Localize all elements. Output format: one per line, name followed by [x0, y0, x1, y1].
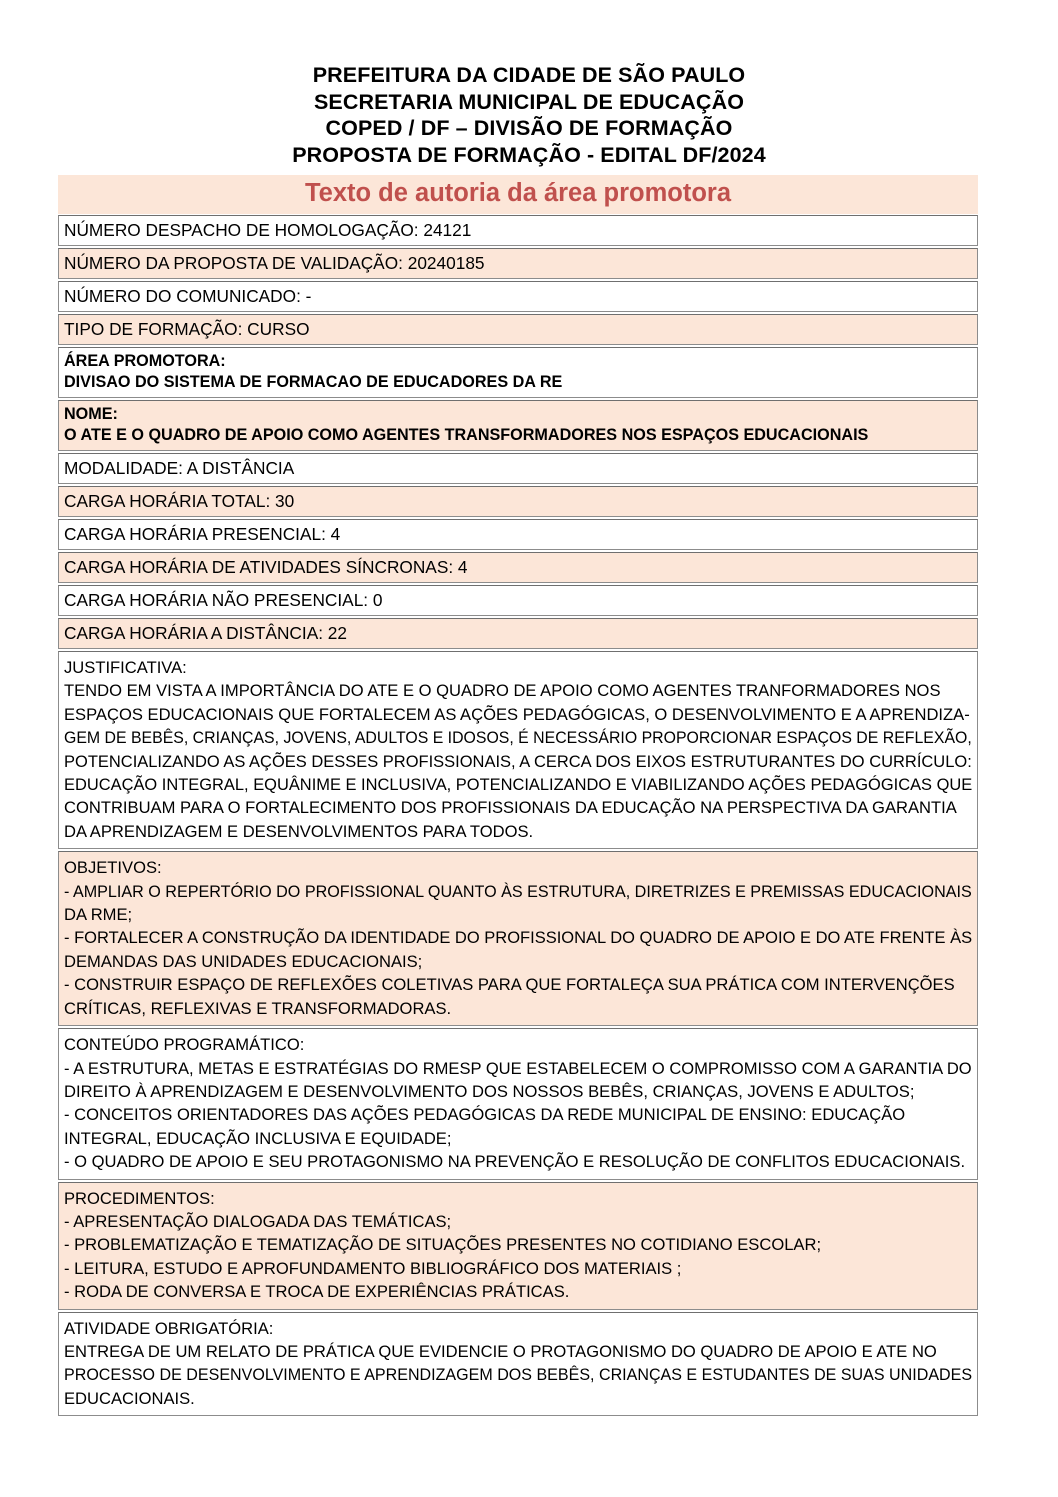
procedimentos-title: PROCEDIMENTOS: — [64, 1188, 215, 1208]
procedimentos-line: - LEITURA, ESTUDO E APROFUNDAMENTO BIBLIOGRÁFICO DOS MATERIAIS ; — [64, 1258, 682, 1278]
objetivos-line: DA RME; — [64, 905, 133, 925]
conteudo-title: CONTEÚDO PROGRAMÁTICO: — [64, 1035, 305, 1055]
proposal-form-table — [58, 175, 978, 1416]
carga-nao-presencial-text: CARGA HORÁRIA NÃO PRESENCIAL: 0 — [64, 590, 383, 610]
comunicado-text: NÚMERO DO COMUNICADO: - — [64, 286, 312, 306]
tipo-formacao-text: TIPO DE FORMAÇÃO: CURSO — [64, 319, 310, 339]
despacho-homologacao-text: NÚMERO DESPACHO DE HOMOLOGAÇÃO: 24121 — [64, 220, 472, 240]
atividade-obrigatoria-line: EDUCACIONAIS. — [64, 1388, 195, 1408]
row-carga-total — [58, 486, 978, 517]
area-promotora-value: DIVISAO DO SISTEMA DE FORMACAO DE EDUCADORES DA RE — [64, 373, 563, 391]
objetivos-line: - FORTALECER A CONSTRUÇÃO DA IDENTIDADE DO PROFISSIONAL DO QUADRO DE APOIO E DO ATE FRENTE ÀS — [64, 928, 973, 948]
objetivos-line: CRÍTICAS, REFLEXIVAS E TRANSFORMADORAS. — [64, 998, 452, 1018]
section-conteudo-programatico — [58, 1028, 978, 1179]
row-carga-presencial — [58, 519, 978, 550]
justificativa-line: CONTRIBUAM PARA O FORTALECIMENTO DOS PROFISSIONAIS DA EDUCAÇÃO NA PERSPECTIVA DA GARANTIA — [64, 798, 957, 818]
justificativa-line: ESPAÇOS EDUCACIONAIS QUE FORTALECEM AS AÇÕES PEDAGÓGICAS, O DESENVOLVIMENTO E A APRENDIZA- — [64, 704, 970, 724]
justificativa-line: EDUCAÇÃO INTEGRAL, EQUÂNIME E INCLUSIVA, POTENCIALIZANDO E VIABILIZANDO AÇÕES PEDAGÓGICAS QUE — [64, 775, 973, 795]
objetivos-title: OBJETIVOS: — [64, 858, 162, 878]
nome-label: NOME: — [64, 405, 118, 423]
nome-value: O ATE E O QUADRO DE APOIO COMO AGENTES TRANSFORMADORES NOS ESPAÇOS EDUCACIONAIS — [64, 426, 869, 444]
document-header — [0, 0, 1058, 168]
conteudo-line: DIREITO À APRENDIZAGEM E DESENVOLVIMENTO DOS NOSSOS BEBÊS, CRIANÇAS, JOVENS E ADULTOS; — [64, 1081, 915, 1101]
atividade-obrigatoria-line: PROCESSO DE DESENVOLVIMENTO E APRENDIZAGEM DOS BEBÊS, CRIANÇAS E ESTUDANTES DE SUAS UNIDADES — [64, 1365, 973, 1385]
justificativa-line: POTENCIALIZANDO AS AÇÕES DESSES PROFISSIONAIS, A CERCA DOS EIXOS ESTRUTURANTES DO CURRÍCULO: — [64, 751, 972, 771]
modalidade-text: MODALIDADE: A DISTÂNCIA — [64, 458, 295, 478]
justificativa-line: TENDO EM VISTA A IMPORTÂNCIA DO ATE E O QUADRO DE APOIO COMO AGENTES TRANFORMADORES NOS — [64, 681, 941, 701]
row-carga-distancia — [58, 618, 978, 649]
conteudo-line: INTEGRAL, EDUCAÇÃO INCLUSIVA E EQUIDADE; — [64, 1128, 452, 1148]
header-line-coped: COPED / DF – DIVISÃO DE FORMAÇÃO — [325, 116, 733, 140]
row-comunicado — [58, 281, 978, 312]
procedimentos-line: - RODA DE CONVERSA E TROCA DE EXPERIÊNCIAS PRÁTICAS. — [64, 1282, 570, 1302]
row-carga-sincronas — [58, 552, 978, 583]
carga-sincronas-text: CARGA HORÁRIA DE ATIVIDADES SÍNCRONAS: 4 — [64, 557, 468, 577]
procedimentos-line: - APRESENTAÇÃO DIALOGADA DAS TEMÁTICAS; — [64, 1211, 452, 1231]
justificativa-line: DA APRENDIZAGEM E DESENVOLVIMENTOS PARA TODOS. — [64, 821, 534, 841]
row-proposta-validacao — [58, 248, 978, 279]
row-carga-nao-presencial — [58, 585, 978, 616]
conteudo-line: - A ESTRUTURA, METAS E ESTRATÉGIAS DO RMESP QUE ESTABELECEM O COMPROMISSO COM A GARANTIA DO — [64, 1058, 972, 1078]
atividade-obrigatoria-title: ATIVIDADE OBRIGATÓRIA: — [64, 1318, 274, 1338]
header-line-secretaria: SECRETARIA MUNICIPAL DE EDUCAÇÃO — [313, 89, 745, 114]
row-despacho-homologacao — [58, 215, 978, 246]
justificativa-title: JUSTIFICATIVA: — [64, 658, 187, 677]
row-modalidade — [58, 453, 978, 484]
row-nome — [58, 400, 978, 451]
section-justificativa — [58, 651, 978, 849]
objetivos-line: - AMPLIAR O REPERTÓRIO DO PROFISSIONAL QUANTO ÀS ESTRUTURA, DIRETRIZES E PREMISSAS EDUCACIONAIS — [64, 881, 972, 901]
row-area-promotora — [58, 347, 978, 398]
objetivos-line: DEMANDAS DAS UNIDADES EDUCACIONAIS; — [64, 951, 423, 971]
area-promotora-label: ÁREA PROMOTORA: — [64, 352, 226, 370]
header-line-prefeitura: PREFEITURA DA CIDADE DE SÃO PAULO — [312, 63, 746, 87]
conteudo-line: - O QUADRO DE APOIO E SEU PROTAGONISMO NA PREVENÇÃO E RESOLUÇÃO DE CONFLITOS EDUCACIONAIS. — [64, 1152, 966, 1172]
atividade-obrigatoria-line: ENTREGA DE UM RELATO DE PRÁTICA QUE EVIDENCIE O PROTAGONISMO DO QUADRO DE APOIO E ATE NO — [64, 1341, 937, 1361]
section-atividade-obrigatoria — [58, 1312, 978, 1417]
carga-total-text: CARGA HORÁRIA TOTAL: 30 — [64, 491, 295, 511]
section-objetivos — [58, 851, 978, 1026]
section-procedimentos — [58, 1182, 978, 1310]
conteudo-line: - CONCEITOS ORIENTADORES DAS AÇÕES PEDAGÓGICAS DA REDE MUNICIPAL DE ENSINO: EDUCAÇÃO — [64, 1105, 906, 1125]
header-line-proposta: PROPOSTA DE FORMAÇÃO - EDITAL DF/2024 — [292, 142, 766, 167]
procedimentos-line: - PROBLEMATIZAÇÃO E TEMATIZAÇÃO DE SITUAÇÕES PRESENTES NO COTIDIANO ESCOLAR; — [64, 1235, 822, 1255]
proposta-validacao-text: NÚMERO DA PROPOSTA DE VALIDAÇÃO: 20240185 — [64, 253, 485, 273]
objetivos-line: - CONSTRUIR ESPAÇO DE REFLEXÕES COLETIVAS PARA QUE FORTALEÇA SUA PRÁTICA COM INTERVENÇÕES — [64, 975, 955, 995]
banner-texto-autoria — [58, 175, 978, 214]
justificativa-line: GEM DE BEBÊS, CRIANÇAS, JOVENS, ADULTOS E IDOSOS, É NECESSÁRIO PROPORCIONAR ESPAÇOS DE REFLEXÃO, — [64, 728, 972, 748]
row-tipo-formacao — [58, 314, 978, 345]
carga-presencial-text: CARGA HORÁRIA PRESENCIAL: 4 — [64, 524, 341, 544]
banner-title: Texto de autoria da área promotora — [304, 179, 732, 207]
carga-distancia-text: CARGA HORÁRIA A DISTÂNCIA: 22 — [64, 623, 348, 643]
